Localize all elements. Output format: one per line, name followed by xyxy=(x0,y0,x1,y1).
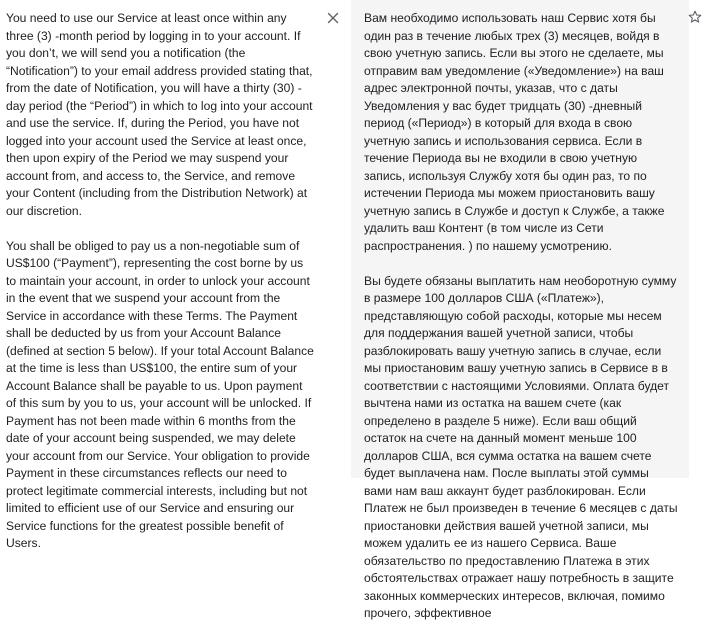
translation-paragraph-1: Вам необходимо использовать наш Сервис хотя бы один раз в течение любых трех (3) месяцев, войдя в свою учетную запись. Если вы этого не сделаете, мы отправим вам уведомление («Уведомление») на ваш адрес электронной почты, указав, что с даты Уведомления у вас будет тридцать (30) -дневный период («Период») в который для входа в свою учетную запись и использования сервиса. Если в течение Периода вы не входили в свою учетную запись, используя Службу хотя бы один раз, то по истечении Периода мы можем приостановить вашу учетную запись в Службе и доступ к Службе, а также удалить ваш Контент (в том числе из Сети распространения. ) по нашему усмотрению. xyxy=(364,11,665,253)
save-translation-button[interactable] xyxy=(688,10,702,24)
source-paragraph-2: You shall be obliged to pay us a non-negotiable sum of US$100 (“Payment”), representing the cost borne by us to maintain your account, in order to unlock your account in the event that we suspend your account from the Service in accordance with these Terms. The Payment shall be deducted by us from your Account Balance (defined at section 5 below). If your total Account Balance at the time is less than US$100, the entire sum of your Account Balance shall be payable to us. Upon payment of this sum by you to us, your account will be unlocked. If Payment has not been made within 6 months from the date of your account being suspended, we may delete your account from our Service. Your obligation to provide Payment in these circumstances reflects our need to protect legitimate commercial interests, including but not limited to efficient use of our Service and ensuring our Service functions for the greatest possible benefit of Users. xyxy=(6,238,314,550)
star-outline-icon xyxy=(688,10,702,24)
close-icon xyxy=(327,12,339,24)
source-text-area[interactable] xyxy=(0,0,320,550)
translation-text-area xyxy=(351,0,689,620)
clear-source-button[interactable] xyxy=(325,10,341,26)
translation-paragraph-2: Вы будете обязаны выплатить нам необоротную сумму в размере 100 долларов США («Платеж»), представляющую собой расходы, которые мы несем для поддержания вашей учетной записи, чтобы разблокировать вашу учетную запись в случае, если мы приостановим вашу учетную запись в Сервисе в в соответствии с настоящими Условиями. Оплата будет вычтена нами из остатка на вашем счете (как определено в разделе 5 ниже). Если ваш общий остаток на счете на данный момент меньше 100 долларов США, вся сумма остатка на вашем счете будет выплачена нам. После выплаты этой суммы вами нам ваш аккаунт будет разблокирован. Если Платеж не был произведен в течение 6 месяцев с даты приостановки действия вашей учетной записи, мы можем удалить ее из нашего Сервиса. Ваше обязательство по предоставлению Платежа в этих обстоятельствах отражает нашу потребность в защите законных коммерческих интересов, включая, помимо прочего, эффективное xyxy=(364,273,678,620)
source-paragraph-1: You need to use our Service at least once within any three (3) -month period by logging in to your account. If you don’t, we will send you a notification (the “Notification”) to your email address provided stating that, from the date of Notification, you will have a thirty (30) -day period (the “Period”) in which to log into your account and use the service. If, during the Period, you have not logged into your account used the Service at least once, then upon expiry of the Period we may suspend your account from, and access to, the Service, and remove your Content (including from the Distribution Network) at our discretion. xyxy=(6,11,313,218)
